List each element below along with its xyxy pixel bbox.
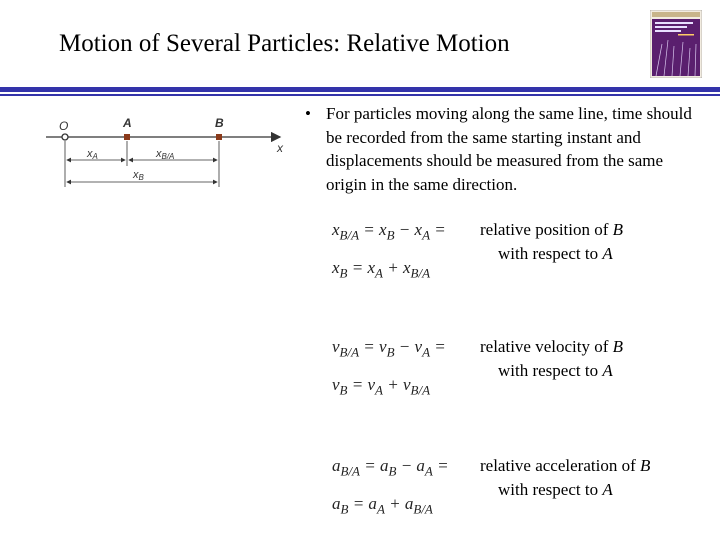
bullet-text: For particles moving along the same line, time should be recorded from the same starting instant and displacements should be measured from the same origin in the same direction. — [326, 104, 692, 194]
description-acceleration: relative acceleration of B with respect to A — [480, 456, 651, 499]
xb-label: xB — [133, 169, 144, 182]
xa-label: xA — [87, 148, 98, 161]
origin-label: O — [59, 119, 69, 133]
equation-velocity-relative: $v_{B/A} = v_B - v_A$ = — [332, 337, 446, 360]
equation-position-absolute: $x_B = x_A + x_{B/A}$ — [332, 258, 431, 281]
description-velocity: relative velocity of B with respect to A — [480, 337, 624, 380]
book-cover-icon — [650, 10, 702, 78]
relative-motion-diagram — [40, 110, 300, 195]
point-b-label: B — [215, 116, 224, 130]
slide-title: Motion of Several Particles: Relative Motion — [59, 30, 510, 57]
header-rule-thick — [0, 87, 720, 92]
origin-point — [62, 134, 68, 140]
description-position: relative position of B with respect to A — [480, 220, 624, 263]
particle-b — [216, 134, 222, 140]
bullet-marker: • — [305, 104, 311, 123]
equation-position-relative: $x_{B/A} = x_B - x_A$ = — [332, 220, 446, 243]
equation-acceleration-relative: $a_{B/A} = a_B - a_A$ = — [332, 456, 449, 479]
point-a-label: A — [123, 116, 132, 130]
particle-a — [124, 134, 130, 140]
equation-acceleration-absolute: $a_B = a_A + a_{B/A}$ — [332, 494, 433, 517]
axis-label: x — [277, 141, 283, 155]
xba-label: xB/A — [156, 148, 175, 161]
equation-velocity-absolute: $v_B = v_A + v_{B/A}$ — [332, 375, 431, 398]
header-rule-thin — [0, 94, 720, 96]
